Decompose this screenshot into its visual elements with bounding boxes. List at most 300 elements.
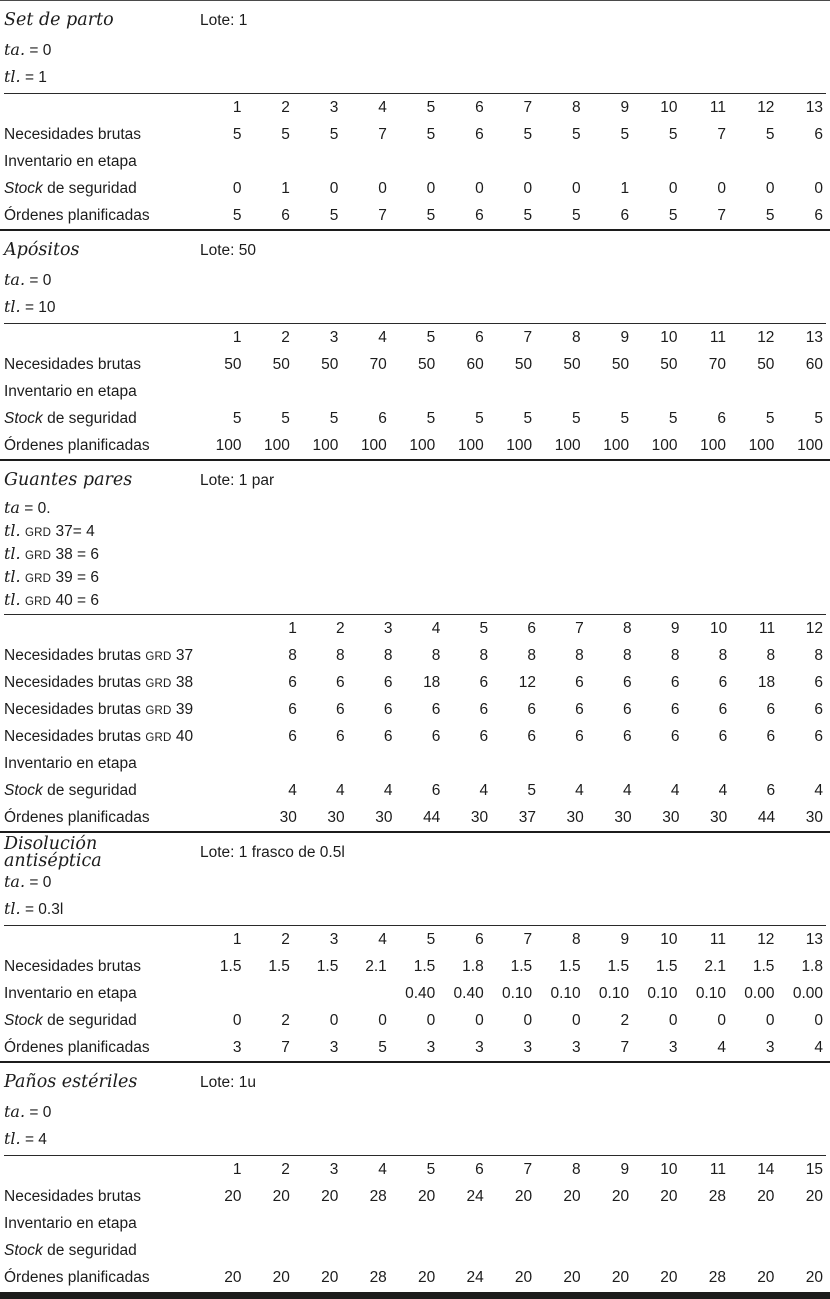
table-row: [4, 953, 826, 980]
period-number: 11: [709, 328, 726, 346]
cell-value: [681, 378, 729, 405]
cell-value: 0: [668, 179, 678, 197]
cell-value: 8: [383, 646, 393, 664]
cell-value: 20: [805, 1268, 823, 1286]
cell-value: [632, 378, 680, 405]
cell-value: [729, 1237, 777, 1264]
cell-value: 100: [312, 436, 339, 454]
period-number: 3: [329, 328, 339, 346]
cell-value: 0.10: [550, 984, 581, 1002]
period-number: 5: [426, 328, 436, 346]
cell-value: 7: [378, 125, 387, 143]
table-row: [4, 121, 826, 148]
italic-param-token: tl.: [4, 521, 21, 540]
cell-value: [632, 1237, 680, 1264]
period-number: 10: [660, 98, 678, 116]
cell-value: [390, 148, 438, 175]
cell-value: 6: [766, 700, 776, 718]
cell-value: 0: [329, 1011, 339, 1029]
cell-value: 0.10: [695, 984, 726, 1002]
table-row: [4, 696, 826, 723]
cell-value: [293, 148, 341, 175]
param-line: tl. GRD 37= 4: [4, 521, 95, 540]
italic-param-token: ta.: [4, 40, 26, 59]
table-row: [4, 1034, 826, 1061]
cell-value: 50: [660, 355, 678, 373]
cell-value: [635, 750, 683, 777]
row-label: Necesidades brutas: [4, 125, 141, 143]
cell-value: 8: [814, 646, 823, 664]
period-number: 6: [475, 98, 484, 116]
cell-value: 6: [527, 700, 536, 718]
table-row: [4, 1210, 826, 1237]
cell-value: [244, 1237, 292, 1264]
row-label: Stock de seguridad: [4, 1241, 137, 1259]
cell-value: [632, 148, 680, 175]
cell-value: 3: [232, 1038, 242, 1056]
cell-value: 30: [805, 808, 823, 826]
cell-value: 100: [700, 436, 726, 454]
table-row: [4, 148, 826, 175]
cell-value: 28: [369, 1268, 387, 1286]
period-number: 11: [709, 1160, 726, 1178]
period-number: 9: [620, 1160, 630, 1178]
cell-value: [584, 1210, 632, 1237]
cell-value: 7: [717, 206, 726, 224]
period-header-spacer: [4, 94, 196, 122]
period-number: 3: [383, 619, 393, 637]
cell-value: 30: [566, 808, 584, 826]
cell-value: 20: [514, 1268, 533, 1286]
period-number: 1: [232, 1160, 242, 1178]
cell-value: 6: [479, 700, 489, 718]
period-number: 13: [805, 98, 823, 116]
lot-size: Lote: 1 frasco de 0.5l: [200, 844, 345, 861]
cell-value: 20: [418, 1187, 436, 1205]
cell-value: 6: [814, 673, 823, 691]
cell-value: 0.40: [405, 984, 436, 1002]
period-number: 1: [232, 328, 242, 346]
grd-smallcaps: GRD: [24, 596, 52, 608]
period-number: 9: [670, 619, 680, 637]
mrp-table: [4, 614, 826, 831]
period-header-row: [4, 324, 826, 352]
product-name: Set de parto: [4, 10, 114, 31]
italic-word: Stock: [4, 179, 43, 197]
cell-value: 6: [670, 673, 680, 691]
lot-size: Lote: 1: [200, 12, 248, 29]
cell-value: 6: [336, 700, 345, 718]
cell-value: 5: [572, 409, 581, 427]
period-number: 7: [523, 98, 533, 116]
lot-size: Lote: 1 par: [200, 472, 275, 489]
cell-value: 1.5: [510, 957, 533, 975]
cell-value: 0: [232, 179, 242, 197]
cell-value: 28: [708, 1187, 726, 1205]
period-number: 10: [710, 619, 728, 637]
period-number: 4: [378, 328, 387, 346]
product-name: Disolución antiséptica: [4, 833, 102, 871]
cell-value: 6: [623, 673, 632, 691]
cell-value: 0: [475, 179, 484, 197]
cell-value: [443, 750, 491, 777]
period-number: 10: [660, 328, 678, 346]
period-header-row: [4, 615, 826, 643]
table-row: [4, 642, 826, 669]
cell-value: 28: [369, 1187, 387, 1205]
cell-value: 60: [805, 355, 823, 373]
table-row: [4, 723, 826, 750]
period-number: 4: [431, 619, 441, 637]
cell-value: 20: [272, 1187, 290, 1205]
row-label: Órdenes planificadas: [4, 206, 150, 224]
period-number: 4: [378, 1160, 387, 1178]
period-number: 9: [620, 328, 630, 346]
period-header-row: [4, 926, 826, 954]
cell-value: 2: [620, 1011, 630, 1029]
row-label: Órdenes planificadas: [4, 1268, 150, 1286]
cell-value: [300, 750, 348, 777]
cell-value: 20: [563, 1187, 581, 1205]
cell-value: 20: [611, 1187, 630, 1205]
cell-value: 6: [527, 727, 536, 745]
row-label: Órdenes planificadas: [4, 1038, 150, 1056]
cell-value: 28: [708, 1268, 726, 1286]
period-number: 6: [475, 930, 484, 948]
period-number: 15: [805, 1160, 823, 1178]
cell-value: 100: [554, 436, 581, 454]
cell-value: 100: [603, 436, 630, 454]
cell-value: 3: [329, 1038, 339, 1056]
cell-value: [196, 378, 244, 405]
cell-value: 4: [288, 781, 297, 799]
cell-value: [777, 378, 826, 405]
row-label: Stock de seguridad: [4, 179, 137, 197]
cell-value: 20: [563, 1268, 581, 1286]
cell-value: 5: [426, 206, 436, 224]
table-row: [4, 1183, 826, 1210]
cell-value: 6: [623, 700, 632, 718]
table-row: [4, 1007, 826, 1034]
cell-value: 60: [466, 355, 484, 373]
cell-value: 100: [457, 436, 484, 454]
cell-value: [244, 378, 292, 405]
cell-value: 8: [670, 646, 680, 664]
cell-value: [584, 1237, 632, 1264]
cell-value: 3: [765, 1038, 775, 1056]
param-line: tl. = 4: [4, 1129, 47, 1148]
cell-value: 8: [336, 646, 345, 664]
cell-value: 50: [757, 355, 775, 373]
cell-value: 6: [336, 727, 345, 745]
cell-value: 20: [757, 1268, 775, 1286]
cell-value: 100: [409, 436, 436, 454]
period-number: 8: [572, 98, 581, 116]
cell-value: 0.40: [453, 984, 484, 1002]
cell-value: 1.8: [801, 957, 823, 975]
period-number: 4: [378, 98, 387, 116]
cell-value: 8: [575, 646, 584, 664]
mrp-table: [4, 925, 826, 1061]
cell-value: [535, 1210, 583, 1237]
cell-value: 50: [514, 355, 533, 373]
period-number: 6: [475, 328, 484, 346]
cell-value: 30: [327, 808, 345, 826]
cell-value: 24: [466, 1187, 484, 1205]
italic-param-token: ta.: [4, 270, 26, 289]
cell-value: 70: [369, 355, 387, 373]
cell-value: [729, 148, 777, 175]
cell-value: [539, 750, 587, 777]
period-number: 3: [329, 98, 339, 116]
cell-value: 6: [670, 727, 680, 745]
cell-value: 5: [329, 125, 339, 143]
cell-value: 50: [563, 355, 581, 373]
row-label: Necesidades brutas GRD 40: [4, 727, 194, 745]
italic-param-token: tl.: [4, 297, 21, 316]
cell-value: [681, 1237, 729, 1264]
period-header-spacer: [4, 615, 252, 643]
cell-value: 20: [321, 1268, 339, 1286]
cell-value: 4: [670, 781, 680, 799]
cell-value: 50: [418, 355, 436, 373]
cell-value: [395, 750, 443, 777]
cell-value: 1.5: [655, 957, 678, 975]
cell-value: 1.5: [607, 957, 630, 975]
period-header-spacer: [4, 926, 196, 954]
cell-value: 5: [523, 125, 533, 143]
cell-value: 30: [375, 808, 393, 826]
period-number: 5: [426, 1160, 436, 1178]
period-number: 5: [426, 930, 436, 948]
italic-param-token: tl.: [4, 899, 21, 918]
cell-value: [341, 1210, 389, 1237]
cell-value: [438, 1237, 486, 1264]
cell-value: 6: [431, 700, 441, 718]
cell-value: 8: [766, 646, 776, 664]
table-row: [4, 1264, 826, 1291]
cell-value: 0.10: [598, 984, 630, 1002]
period-number: 12: [757, 930, 775, 948]
period-number: 13: [805, 930, 823, 948]
cell-value: 4: [814, 781, 823, 799]
cell-value: 4: [814, 1038, 823, 1056]
period-number: 1: [288, 619, 297, 637]
cell-value: 20: [757, 1187, 775, 1205]
cell-value: 6: [475, 206, 484, 224]
cell-value: 0.00: [744, 984, 775, 1002]
cell-value: [587, 750, 635, 777]
cell-value: [487, 378, 535, 405]
cell-value: 30: [279, 808, 297, 826]
row-label: Inventario en etapa: [4, 984, 137, 1002]
cell-value: 20: [611, 1268, 630, 1286]
cell-value: 5: [378, 1038, 387, 1056]
cell-value: 6: [766, 727, 776, 745]
cell-value: 100: [215, 436, 242, 454]
period-number: 5: [479, 619, 489, 637]
cell-value: 6: [766, 781, 776, 799]
cell-value: [390, 1210, 438, 1237]
section-header: [4, 461, 826, 496]
italic-param-token: tl.: [4, 567, 21, 586]
cell-value: 5: [475, 409, 484, 427]
cell-value: 3: [572, 1038, 581, 1056]
row-label: Inventario en etapa: [4, 152, 137, 170]
cell-value: 50: [321, 355, 339, 373]
cell-value: 3: [668, 1038, 678, 1056]
table-row: [4, 804, 826, 831]
param-line: tl. = 0.3l: [4, 899, 64, 918]
cell-value: [681, 148, 729, 175]
cell-value: [487, 148, 535, 175]
cell-value: 7: [717, 125, 726, 143]
cell-value: [341, 378, 389, 405]
cell-value: 20: [272, 1268, 290, 1286]
cell-value: 4: [718, 781, 728, 799]
cell-value: 6: [670, 700, 680, 718]
cell-value: 8: [527, 646, 536, 664]
cell-value: [729, 1210, 777, 1237]
period-number: 9: [620, 98, 630, 116]
period-number: 10: [660, 1160, 678, 1178]
cell-value: 0: [572, 1011, 581, 1029]
grd-smallcaps: GRD: [24, 573, 52, 585]
cell-value: 5: [765, 125, 775, 143]
period-number: 2: [336, 619, 345, 637]
italic-word: Stock: [4, 1241, 43, 1259]
cell-value: [293, 980, 341, 1007]
cell-value: 8: [623, 646, 632, 664]
row-label: Necesidades brutas: [4, 355, 141, 373]
product-name: Apósitos: [4, 240, 80, 261]
italic-param-token: ta: [4, 498, 20, 517]
cell-value: 0: [523, 1011, 533, 1029]
section-header: [4, 1, 826, 36]
cell-value: 0.00: [792, 984, 823, 1002]
cell-value: 5: [281, 409, 290, 427]
cell-value: [730, 750, 778, 777]
cell-value: 6: [288, 673, 297, 691]
cell-value: [341, 148, 389, 175]
cell-value: 5: [523, 206, 533, 224]
cell-value: 5: [572, 125, 581, 143]
cell-value: 0: [523, 179, 533, 197]
period-number: 6: [475, 1160, 484, 1178]
section-4: [0, 831, 830, 1061]
table-row: [4, 405, 826, 432]
period-number: 7: [523, 328, 533, 346]
cell-value: 20: [660, 1268, 678, 1286]
cell-value: 5: [572, 206, 581, 224]
period-number: 12: [805, 619, 823, 637]
period-number: 11: [709, 98, 726, 116]
cell-value: 5: [814, 409, 823, 427]
cell-value: [348, 750, 396, 777]
cell-value: 50: [224, 355, 242, 373]
row-label: Órdenes planificadas: [4, 808, 150, 826]
table-row: [4, 980, 826, 1007]
cell-value: 6: [383, 727, 393, 745]
cell-value: 6: [378, 409, 387, 427]
cell-value: [293, 1237, 341, 1264]
cell-value: 30: [710, 808, 728, 826]
row-label: Necesidades brutas GRD 37: [4, 646, 194, 664]
period-number: 7: [575, 619, 584, 637]
cell-value: 1: [281, 179, 290, 197]
section-header: [4, 833, 826, 871]
cell-value: 5: [527, 781, 536, 799]
grd-smallcaps: GRD: [145, 677, 172, 690]
cell-value: 5: [232, 125, 242, 143]
cell-value: 37: [518, 808, 536, 826]
cell-value: [777, 1210, 826, 1237]
section-1: [0, 1, 830, 229]
cell-value: [252, 750, 300, 777]
cell-value: 5: [281, 125, 290, 143]
cell-value: [535, 1237, 583, 1264]
cell-value: 4: [336, 781, 345, 799]
mrp-table: [4, 323, 826, 459]
cell-value: 8: [288, 646, 297, 664]
period-number: 12: [757, 98, 775, 116]
cell-value: [341, 980, 389, 1007]
cell-value: 5: [523, 409, 533, 427]
cell-value: 0: [572, 179, 581, 197]
lot-size: Lote: 50: [200, 242, 257, 259]
cell-value: 20: [224, 1187, 242, 1205]
cell-value: [535, 378, 583, 405]
param-line: ta. = 0: [4, 40, 52, 59]
table-row: [4, 669, 826, 696]
row-label: Órdenes planificadas: [4, 436, 150, 454]
cell-value: 5: [426, 409, 436, 427]
row-label: Stock de seguridad: [4, 1011, 137, 1029]
cell-value: 7: [378, 206, 387, 224]
period-number: 11: [709, 930, 726, 948]
period-number: 8: [572, 328, 581, 346]
period-number: 2: [281, 1160, 290, 1178]
period-number: 8: [572, 1160, 581, 1178]
table-row: [4, 1237, 826, 1264]
param-line: ta. = 0: [4, 1102, 52, 1121]
cell-value: 0: [717, 179, 726, 197]
italic-param-token: ta.: [4, 1102, 26, 1121]
cell-value: [438, 148, 486, 175]
cell-value: 5: [426, 125, 436, 143]
period-number: 8: [572, 930, 581, 948]
cell-value: [584, 148, 632, 175]
cell-value: 6: [431, 781, 441, 799]
cell-value: 0: [475, 1011, 484, 1029]
period-number: 8: [623, 619, 632, 637]
cell-value: 6: [814, 206, 823, 224]
cell-value: 1.5: [559, 957, 581, 975]
cell-value: 100: [651, 436, 678, 454]
cell-value: 7: [281, 1038, 290, 1056]
cell-value: [341, 1237, 389, 1264]
param-line: tl. GRD 38 = 6: [4, 544, 100, 563]
row-label: Necesidades brutas: [4, 957, 141, 975]
cell-value: 44: [423, 808, 441, 826]
cell-value: 44: [757, 808, 776, 826]
cell-value: 5: [668, 206, 678, 224]
cell-value: 100: [797, 436, 823, 454]
period-number: 3: [329, 1160, 339, 1178]
cell-value: 3: [475, 1038, 484, 1056]
cell-value: [438, 1210, 486, 1237]
cell-value: 20: [805, 1187, 823, 1205]
